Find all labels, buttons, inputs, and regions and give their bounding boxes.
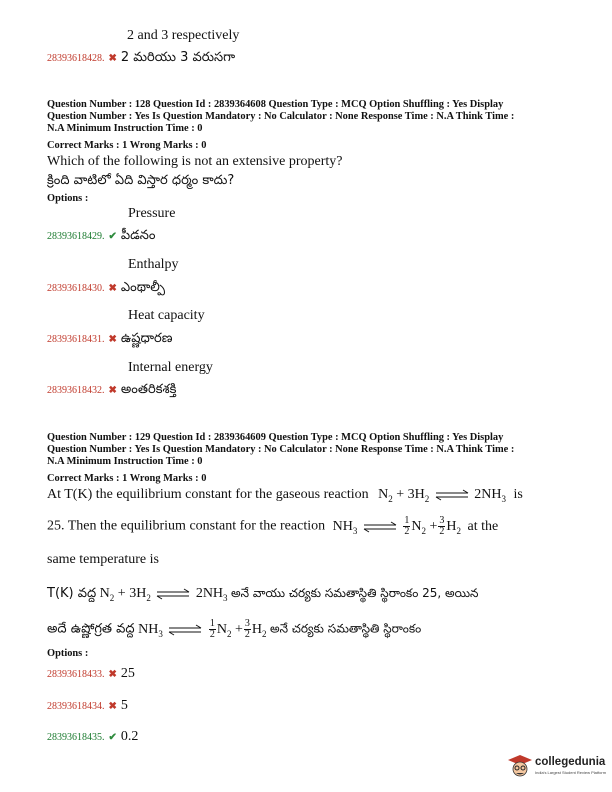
option-text-telugu: అంతరికశక్తి — [120, 382, 177, 397]
fraction: $\frac{3}{2}$ — [244, 618, 250, 640]
option-text: Enthalpy — [128, 257, 179, 272]
option-id: 28393618433. — [47, 669, 105, 680]
question-129-marks: Correct Marks : 1 Wrong Marks : 0 — [47, 473, 207, 484]
option-id: 28393618431. — [47, 334, 105, 345]
option-text: Pressure — [128, 206, 176, 221]
prev-option-row — [47, 48, 235, 68]
option-value: 0.2 — [120, 729, 139, 744]
question-129-meta: Question Number : 129 Question Id : 2839364609 Question Type : MCQ Option Shuffling : Yes Display Question Number : Yes Is Question Mandatory : No Calculator : None Response Time : N.A Think Time : N.A Minimum Instruction Time : 0 — [47, 432, 515, 468]
question-128-text-telugu: క్రింది వాటిలో ఏది విస్తార ధర్మం కాదు? — [47, 173, 235, 188]
fraction: $\frac{1}{2}$ — [209, 618, 215, 640]
collegedunia-logo — [507, 752, 607, 782]
option-id: 28393618428. — [47, 53, 105, 64]
question-128-text: Which of the following is not an extensive property? — [47, 154, 343, 169]
option-text-telugu: 2 మరియు 3 వరుసగా — [120, 50, 236, 65]
question-129-line-1: At T(K) the equilibrium constant for the gaseous reaction $N_2 + 3H_2$ $2NH_3$ is — [47, 487, 523, 504]
option-row — [47, 696, 128, 714]
fraction: $\frac{1}{2}$ — [404, 515, 410, 537]
cross-icon: ✖ — [108, 669, 117, 680]
cross-icon: ✖ — [108, 53, 117, 64]
question-128-marks: Correct Marks : 1 Wrong Marks : 0 — [47, 140, 207, 151]
option-text-telugu: ఉష్ణధారణ — [120, 331, 173, 346]
option-row — [47, 278, 165, 298]
check-icon: ✔ — [108, 231, 117, 242]
graduate-mascot-icon — [507, 754, 533, 780]
option-row — [47, 226, 155, 246]
reaction-2: $NH_3$ $\frac{1}{2}$ $N_2$ + $\frac{3}{2}$ $H_2$ — [138, 618, 267, 640]
equilibrium-arrow-icon — [363, 521, 397, 533]
cross-icon: ✖ — [108, 334, 117, 345]
question-128-meta: Question Number : 128 Question Id : 2839364608 Question Type : MCQ Option Shuffling : Yes Display Question Number : Yes Is Question Mandatory : No Calculator : None Response Time : N.A Think Time : N.A Minimum Instruction Time : 0 — [47, 99, 515, 135]
option-text: Internal energy — [128, 360, 213, 375]
option-row — [47, 329, 173, 349]
fraction: $\frac{3}{2}$ — [439, 515, 445, 537]
check-icon: ✔ — [108, 732, 117, 743]
cross-icon: ✖ — [108, 385, 117, 396]
reaction-1: $N_2 + 3H_2$ $2NH_3$ — [378, 487, 507, 504]
logo-name: collegedunia — [535, 756, 606, 768]
logo-tagline: India's Largest Student Review Platform — [535, 770, 607, 775]
equilibrium-arrow-icon — [168, 624, 202, 636]
option-row — [47, 380, 176, 400]
option-id: 28393618430. — [47, 283, 105, 294]
question-129-telugu-line-1: T(K) వద్ద $N_2 + 3H_2$ $2NH_3$ అనే వాయు చర్యకు సమతాస్థితి స్థిరాంకం 25, అయిన — [47, 586, 479, 603]
question-129-line-3: same temperature is — [47, 552, 159, 567]
question-129-telugu-line-2: అదే ఉష్ణోగ్రత వద్ద $NH_3$ $\frac{1}{2}$ $N_2$ + $\frac{3}{2}$ $H_2$ అనే చర్యకు సమతాస్థితి స్థిరాంకం — [47, 618, 422, 640]
equilibrium-arrow-icon — [435, 489, 469, 501]
prev-option-text: 2 and 3 respectively — [127, 28, 240, 43]
option-text-telugu: పీడనం — [120, 228, 156, 243]
option-id: 28393618435. — [47, 732, 105, 743]
option-value: 25 — [120, 666, 135, 681]
option-value: 5 — [120, 698, 128, 713]
option-text: Heat capacity — [128, 308, 205, 323]
option-text-telugu: ఎంథాల్పీ — [120, 280, 166, 295]
option-row — [47, 664, 135, 682]
option-id: 28393618434. — [47, 701, 105, 712]
equilibrium-arrow-icon — [156, 588, 190, 600]
question-129-line-2: 25. Then the equilibrium constant for the reaction $NH_3$ $\frac{1}{2}$ $N_2$ + $\frac{3}{2}$ $H_2$ at the — [47, 515, 499, 537]
option-row — [47, 727, 138, 745]
option-id: 28393618429. — [47, 231, 105, 242]
options-label: Options : — [47, 648, 89, 659]
cross-icon: ✖ — [108, 283, 117, 294]
reaction-1: $N_2 + 3H_2$ $2NH_3$ — [99, 586, 228, 603]
option-id: 28393618432. — [47, 385, 105, 396]
cross-icon: ✖ — [108, 701, 117, 712]
options-label: Options : — [47, 193, 89, 204]
reaction-2: $NH_3$ $\frac{1}{2}$ $N_2$ + $\frac{3}{2}$ $H_2$ — [332, 515, 461, 537]
